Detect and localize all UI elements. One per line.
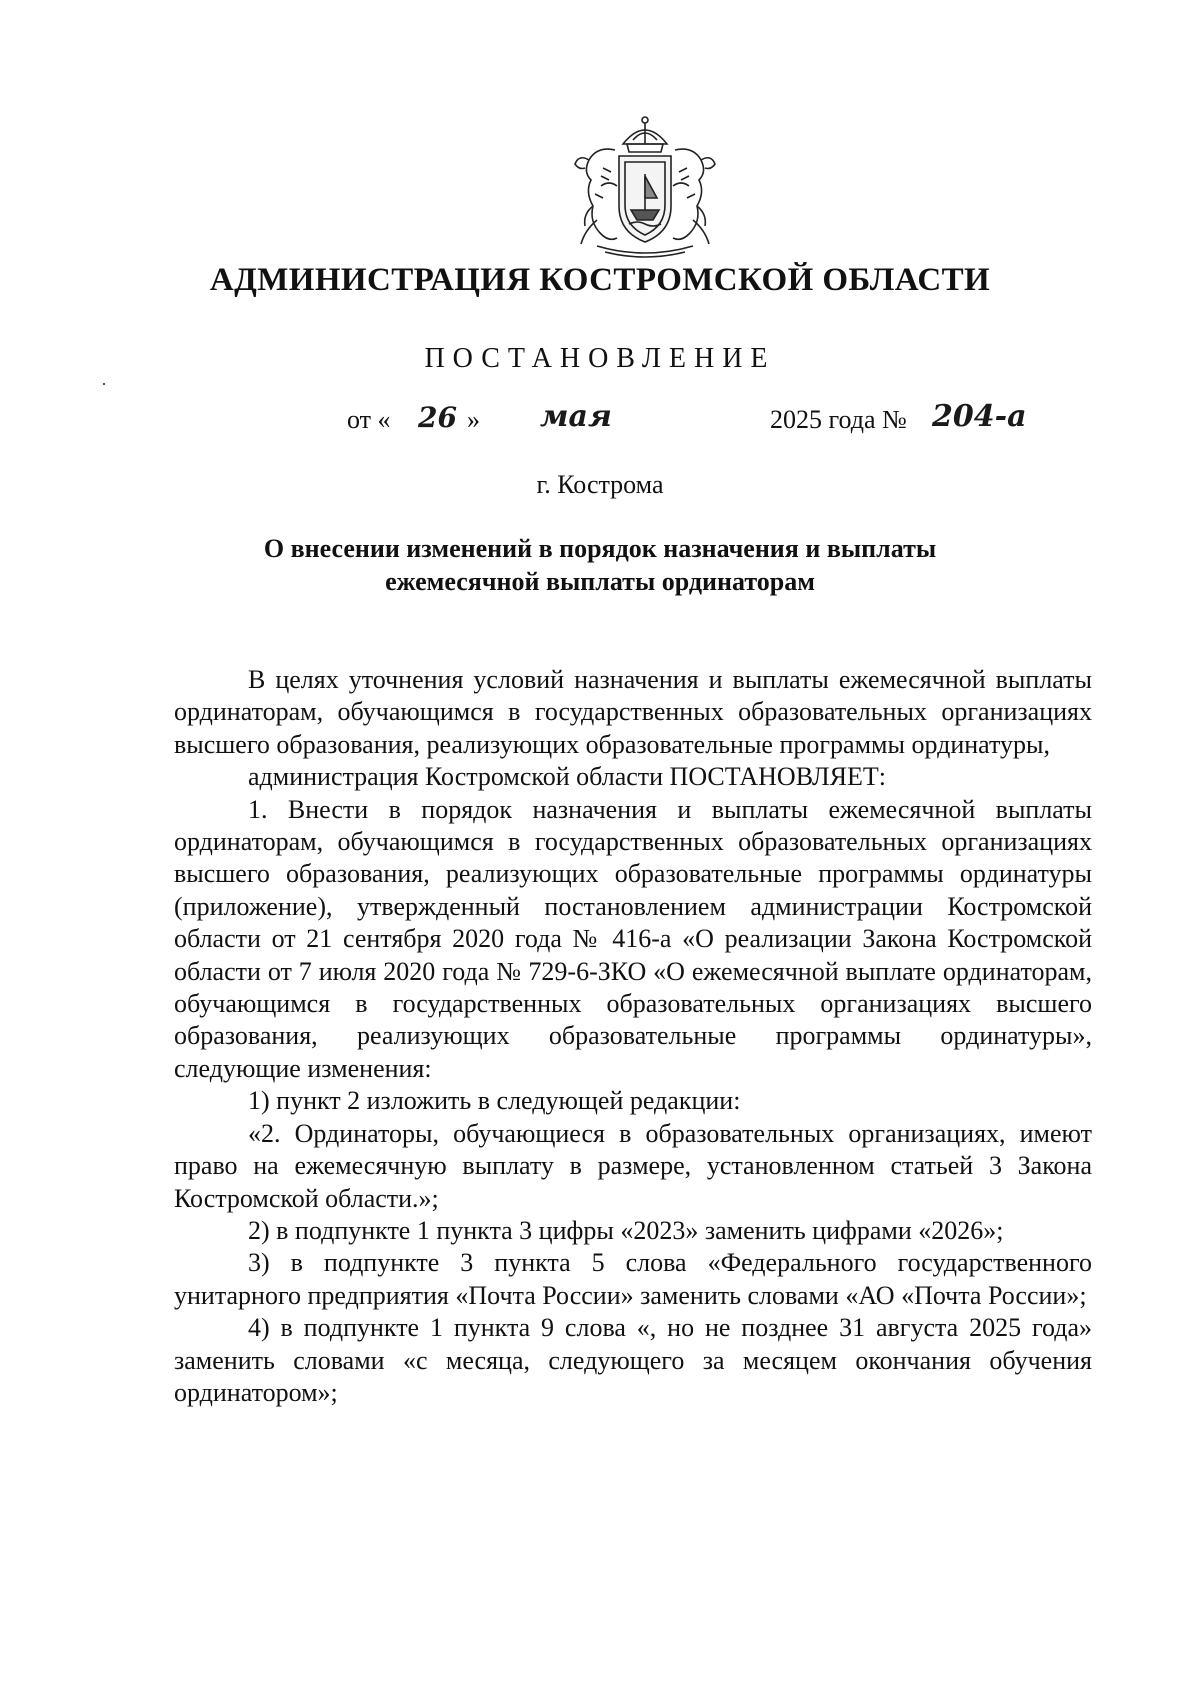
document-number-handwritten: 204-а [932,399,1027,434]
subitem-3-paragraph: 3) в подпункте 3 пункта 5 слова «Федерального государственного унитарного предприятия «Почта России» заменить словами «АО «Почта России»; [174,1248,1092,1310]
quoted-point-2-paragraph: «2. Ординаторы, обучающиеся в образовательных организациях, имеют право на ежемесячную выплату в размере, установленном статьей 3 Закона Костромской области.»; [174,1118,1092,1213]
document-body [174,664,1092,1409]
date-prefix: от « [347,405,391,434]
scan-speck [103,383,105,385]
resolution-paragraph: администрация Костромской области ПОСТАНОВЛЯЕТ: [248,762,887,792]
document-type-title: ПОСТАНОВЛЕНИЕ [424,343,776,374]
coat-of-arms-emblem [545,110,745,262]
subject-line-1: О внесении изменений в порядок назначения и выплаты [263,534,937,563]
date-month-handwritten: мая [540,399,612,434]
city-label: г. Кострома [536,470,664,499]
organization-title: АДМИНИСТРАЦИЯ КОСТРОМСКОЙ ОБЛАСТИ [209,262,991,298]
subitem-4-paragraph: 4) в подпункте 1 пункта 9 слова «, но не позднее 31 августа 2025 года» заменить словами «с месяца, следующего за месяцем окончания обучения ординатором»; [174,1313,1092,1407]
subitem-2-paragraph: 2) в подпункте 1 пункта 3 цифры «2023» заменить цифрами «2026»; [248,1215,1004,1245]
document-subject [0,532,1200,598]
preamble-paragraph: В целях уточнения условий назначения и выплаты ежемесячной выплаты ординаторам, обучающимся в государственных образовательных организациях высшего образования, реализующих образовательные программы ординатуры, [174,665,1092,759]
date-day-close: » [467,405,480,434]
subject-line-2: ежемесячной выплаты ординаторам [385,567,815,596]
subitem-1-paragraph: 1) пункт 2 изложить в следующей редакции: [248,1086,741,1116]
item-1-paragraph: 1. Внести в порядок назначения и выплаты ежемесячной выплаты ординаторам, обучающимся в государственных образовательных организациях высшего образования, реализующих образовательные программы ординатуры (приложение), утвержденный постановлением администрации Костромской области от 21 сентября 2020 года № 416-а «О реализации Закона Костромской области от 7 июля 2020 года № 729-6-ЗКО «О ежемесячной выплате ординаторам, обучающимся в государственных образовательных организациях высшего образования, реализующих образовательные программы ординатуры», следующие изменения: [174,794,1092,1083]
date-year-text: 2025 года № [770,405,907,434]
date-day-handwritten: 26 [418,401,457,434]
